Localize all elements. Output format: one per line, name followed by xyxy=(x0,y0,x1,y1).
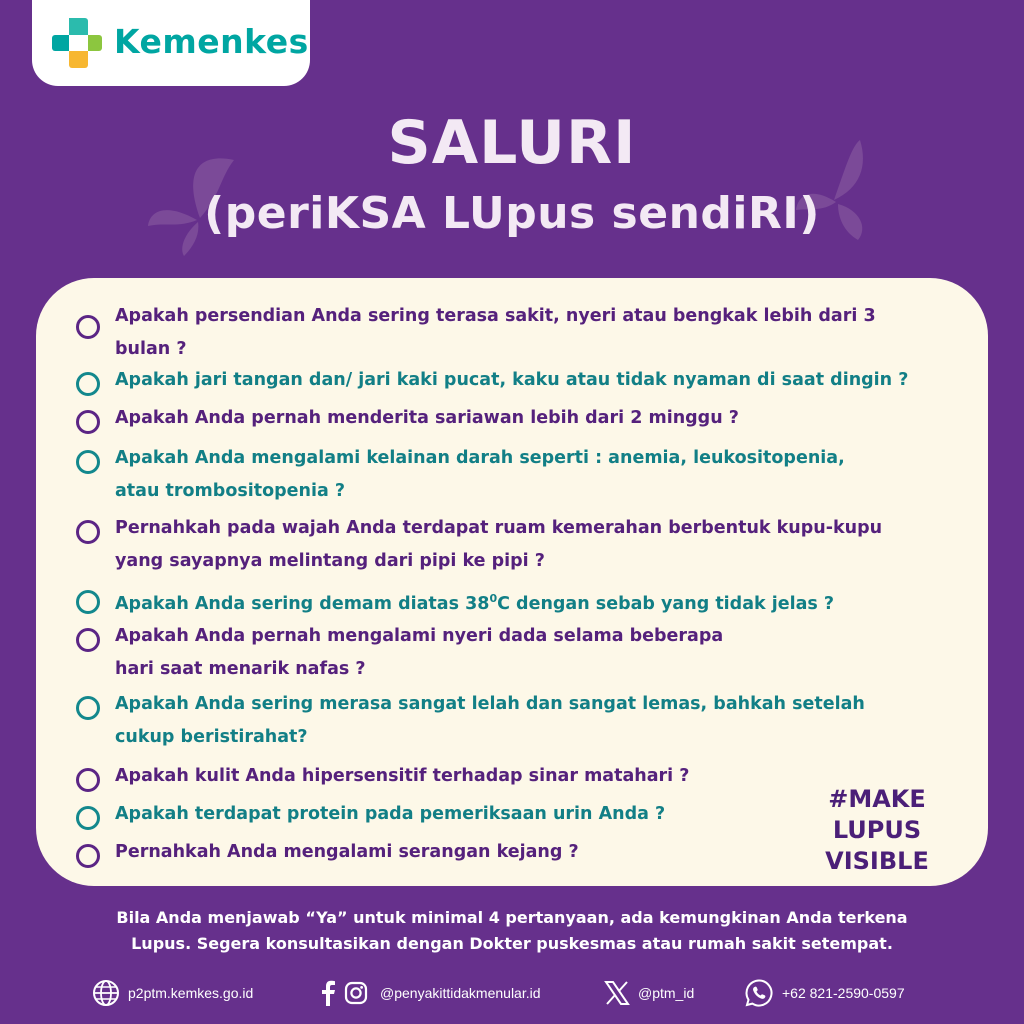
facebook-icon[interactable] xyxy=(320,980,336,1006)
question-line: bulan ? xyxy=(115,339,187,359)
question-line: cukup beristirahat? xyxy=(115,727,308,747)
question-text xyxy=(115,364,955,397)
whatsapp-icon xyxy=(744,978,774,1008)
question-line: Apakah jari tangan dan/ jari kaki pucat, kaku atau tidak nyaman di saat dingin ? xyxy=(115,370,909,390)
question-line: Pernahkah pada wajah Anda terdapat ruam kemerahan berbentuk kupu-kupu xyxy=(115,518,883,538)
question-text xyxy=(115,582,955,621)
question-line: Apakah Anda sering demam diatas 38 xyxy=(115,593,490,614)
footer-note xyxy=(40,905,984,957)
radio-circle-icon[interactable] xyxy=(76,315,100,339)
question-line: Apakah Anda mengalami kelainan darah seperti : anemia, leukositopenia, xyxy=(115,448,845,468)
page-subtitle: (periKSA LUpus sendiRI) xyxy=(204,188,820,239)
radio-circle-icon[interactable] xyxy=(76,628,100,652)
hashtag-line: #MAKE xyxy=(828,785,926,813)
radio-circle-icon[interactable] xyxy=(76,806,100,830)
social-contact[interactable] xyxy=(320,976,541,1010)
question-line: Apakah Anda sering merasa sangat lelah dan sangat lemas, bahkah setelah xyxy=(115,694,865,714)
question-text xyxy=(115,402,955,435)
hashtag-line: VISIBLE xyxy=(825,847,929,875)
question-text xyxy=(115,512,955,578)
question-line: Apakah terdapat protein pada pemeriksaan urin Anda ? xyxy=(115,804,666,824)
globe-icon xyxy=(92,979,120,1007)
radio-circle-icon[interactable] xyxy=(76,590,100,614)
website-link[interactable]: p2ptm.kemkes.go.id xyxy=(128,985,254,1001)
footer-line: Bila Anda menjawab “Ya” untuk minimal 4 pertanyaan, ada kemungkinan Anda terkena xyxy=(116,908,908,927)
radio-circle-icon[interactable] xyxy=(76,520,100,544)
question-line: Pernahkah Anda mengalami serangan kejang ? xyxy=(115,842,579,862)
question-line: Apakah kulit Anda hipersensitif terhadap sinar matahari ? xyxy=(115,766,690,786)
question-line: Apakah persendian Anda sering terasa sakit, nyeri atau bengkak lebih dari 3 xyxy=(115,306,876,326)
question-line: hari saat menarik nafas ? xyxy=(115,659,366,679)
radio-circle-icon[interactable] xyxy=(76,696,100,720)
x-contact[interactable] xyxy=(604,976,694,1010)
question-text xyxy=(115,620,955,686)
social-handle[interactable]: @penyakittidakmenular.id xyxy=(380,985,541,1001)
degree-superscript: 0 xyxy=(489,592,498,605)
radio-circle-icon[interactable] xyxy=(76,450,100,474)
question-line: Apakah Anda pernah mengalami nyeri dada selama beberapa xyxy=(115,626,724,646)
contact-bar xyxy=(0,976,1024,1010)
question-line: atau trombositopenia ? xyxy=(115,481,346,501)
question-line: Apakah Anda pernah menderita sariawan lebih dari 2 minggu ? xyxy=(115,408,739,428)
question-line: yang sayapnya melintang dari pipi ke pipi ? xyxy=(115,551,545,571)
kemenkes-cross-icon xyxy=(48,14,106,72)
footer-line: Lupus. Segera konsultasikan dengan Dokter puskesmas atau rumah sakit setempat. xyxy=(131,934,893,953)
brand-logo-card xyxy=(32,0,310,86)
whatsapp-number[interactable]: +62 821-2590-0597 xyxy=(782,985,905,1001)
question-line: C dengan sebab yang tidak jelas ? xyxy=(497,593,835,614)
x-twitter-icon xyxy=(604,980,630,1006)
radio-circle-icon[interactable] xyxy=(76,844,100,868)
hashtag-line: LUPUS xyxy=(832,816,922,844)
radio-circle-icon[interactable] xyxy=(76,410,100,434)
whatsapp-contact[interactable] xyxy=(744,976,905,1010)
question-text xyxy=(115,688,955,754)
question-text xyxy=(115,300,955,366)
radio-circle-icon[interactable] xyxy=(76,768,100,792)
page-title: SALURI xyxy=(387,108,637,178)
make-lupus-visible-hashtag xyxy=(808,784,946,877)
question-text xyxy=(115,442,955,508)
website-contact[interactable] xyxy=(92,976,253,1010)
x-handle[interactable]: @ptm_id xyxy=(638,985,695,1001)
brand-name: Kemenkes xyxy=(114,22,309,61)
instagram-icon[interactable] xyxy=(344,981,368,1005)
radio-circle-icon[interactable] xyxy=(76,372,100,396)
